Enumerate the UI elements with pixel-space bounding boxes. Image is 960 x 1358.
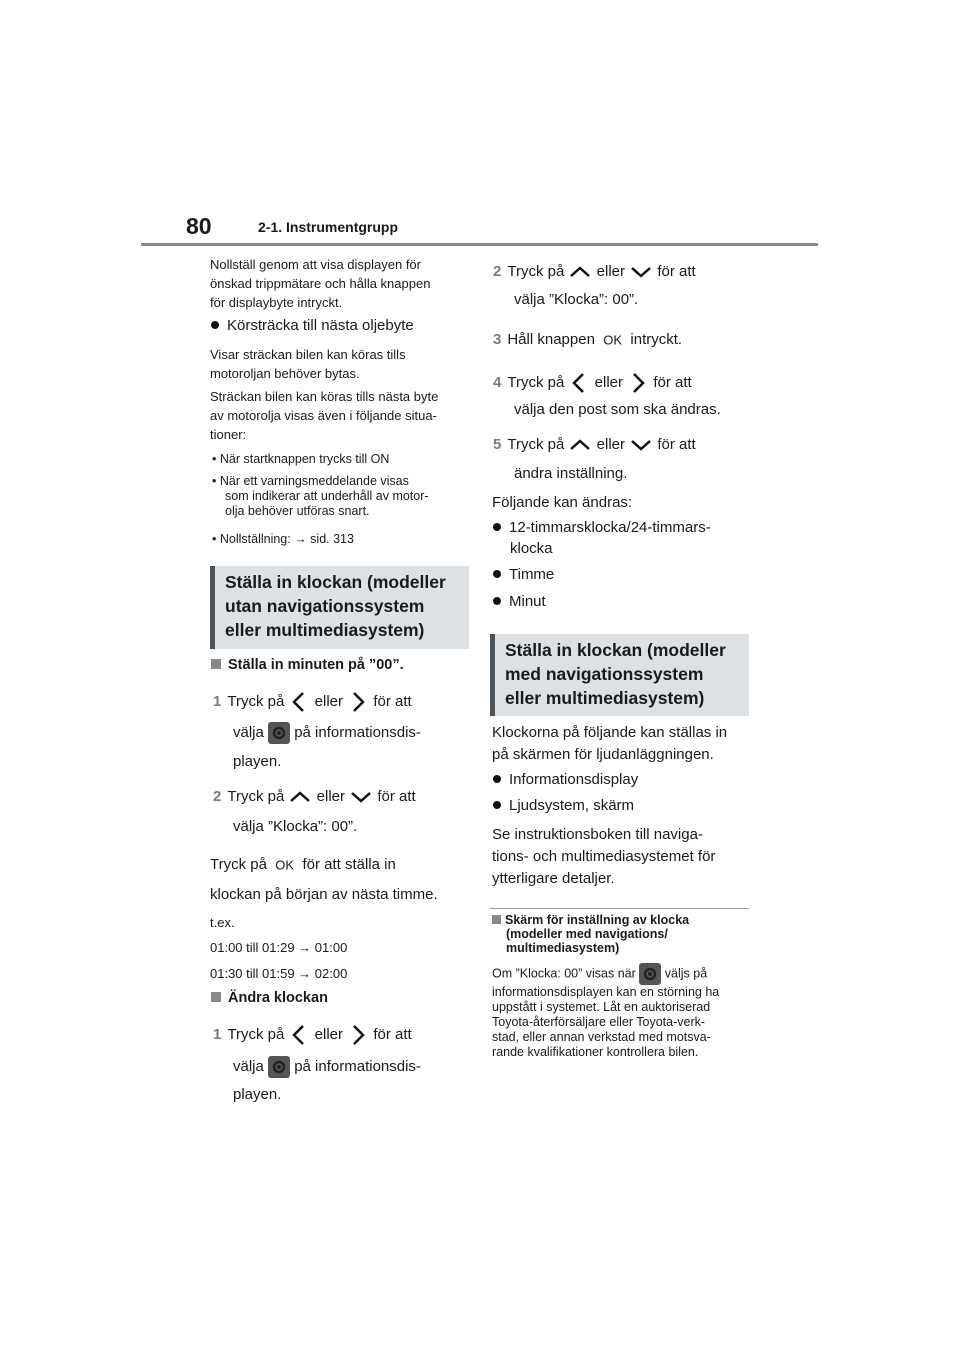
- ok-button-icon: OK: [275, 857, 295, 873]
- changeable-label: Följande kan ändras:: [492, 494, 633, 511]
- section-box-left: Ställa in klockan (modeller utan navigationssystem eller multimediasystem): [210, 566, 469, 649]
- minutes-heading: Ställa in minuten på ”00”.: [211, 657, 404, 673]
- r-step-5: 5 Tryck på eller för att: [493, 436, 696, 453]
- ok-line-2: klockan på början av nästa timme.: [210, 886, 438, 903]
- section-title: 2-1. Instrumentgrupp: [258, 219, 399, 235]
- note-text: Om ”Klocka: 00” visas när väljs på informationsdisplayen kan en störning ha uppstått i systemet. Låt en auktoriserad Toyota-återförsäljare eller Toyota-verk- stad, eller annan verkstad med motsva- rande kvalifikationer kontrollera bilen.: [492, 963, 719, 1060]
- chevron-down-icon: [629, 437, 653, 453]
- list-item: Timme: [493, 566, 554, 583]
- chevron-down-icon: [349, 789, 373, 805]
- header-rule: [141, 243, 818, 246]
- list-item: Ljudsystem, skärm: [493, 797, 634, 814]
- step-1: 1 Tryck på eller för att: [213, 690, 412, 714]
- chevron-up-icon: [568, 437, 592, 453]
- oil-heading: Körsträcka till nästa oljebyte: [211, 317, 414, 334]
- r-step-2: 2 Tryck på eller för att: [493, 263, 696, 280]
- r-step-2-line-2: välja ”Klocka”: 00”.: [514, 291, 639, 308]
- list-item: Informationsdisplay: [493, 771, 638, 788]
- change-heading: Ändra klockan: [211, 990, 328, 1006]
- change-step-1: 1 Tryck på eller för att: [213, 1023, 412, 1047]
- list-item: Minut: [493, 593, 546, 610]
- chevron-right-icon: [627, 371, 649, 395]
- step-2: 2 Tryck på eller för att: [213, 788, 416, 805]
- example-label: t.ex.: [210, 915, 235, 930]
- chevron-up-icon: [288, 789, 312, 805]
- example-2: 01:30 till 01:59 → 02:00: [210, 966, 348, 981]
- r-step-4-line-2: välja den post som ska ändras.: [514, 401, 721, 418]
- page-number: 80: [186, 213, 212, 239]
- change-step-1-line-2: välja på informationsdis-: [233, 1056, 421, 1078]
- ok-line: Tryck på OK för att ställa in: [210, 856, 396, 873]
- gear-icon: [268, 722, 290, 744]
- chevron-left-icon: [288, 690, 310, 714]
- chevron-down-icon: [629, 264, 653, 280]
- intro-text: Nollställ genom att visa displayen för önskad trippmätare och hålla knappen för displaybyte intryckt.: [210, 257, 431, 310]
- list-item-cont: klocka: [510, 540, 553, 557]
- chevron-right-icon: [347, 690, 369, 714]
- example-1: 01:00 till 01:29 → 01:00: [210, 940, 348, 955]
- right-paragraph-1: Klockorna på följande kan ställas in på skärmen för ljudanläggningen.: [492, 724, 728, 763]
- chevron-up-icon: [568, 264, 592, 280]
- section-box-right: Ställa in klockan (modeller med navigationssystem eller multimediasystem): [490, 634, 749, 716]
- change-step-1-line-3: playen.: [233, 1086, 282, 1103]
- list-item: 12-timmarsklocka/24-timmars-: [493, 519, 711, 536]
- oil-paragraph-2: Sträckan bilen kan köras tills nästa byte av motorolja visas även i följande situa- tioner:: [210, 389, 439, 442]
- r-step-4: 4 Tryck på eller för att: [493, 371, 692, 395]
- step-1-line-3: playen.: [233, 753, 282, 770]
- gear-icon: [268, 1056, 290, 1078]
- step-1-line-2: välja på informationsdis-: [233, 722, 421, 744]
- chevron-left-icon: [568, 371, 590, 395]
- sub-item: • Nollställning: → sid. 313: [212, 532, 354, 546]
- r-step-5-line-2: ändra inställning.: [514, 465, 628, 482]
- oil-paragraph-1: Visar sträckan bilen kan köras tills motoroljan behöver bytas.: [210, 347, 406, 381]
- sub-item: • När ett varningsmeddelande visas som indikerar att underhåll av motor- olja behöver utföras snart.: [212, 474, 429, 518]
- note-heading: Skärm för inställning av klocka (modeller med navigations/ multimediasystem): [492, 913, 689, 955]
- note-divider: [490, 908, 749, 909]
- chevron-right-icon: [347, 1023, 369, 1047]
- right-paragraph-2: Se instruktionsboken till naviga- tions- och multimediasystemet för ytterligare detaljer.: [492, 826, 716, 887]
- sub-item: • När startknappen trycks till ON: [212, 452, 390, 466]
- gear-icon: [639, 963, 661, 985]
- ok-button-icon: OK: [603, 332, 623, 348]
- chevron-left-icon: [288, 1023, 310, 1047]
- step-2-line-2: välja ”Klocka”: 00”.: [233, 818, 358, 835]
- r-step-3: 3 Håll knappen OK intryckt.: [493, 331, 683, 348]
